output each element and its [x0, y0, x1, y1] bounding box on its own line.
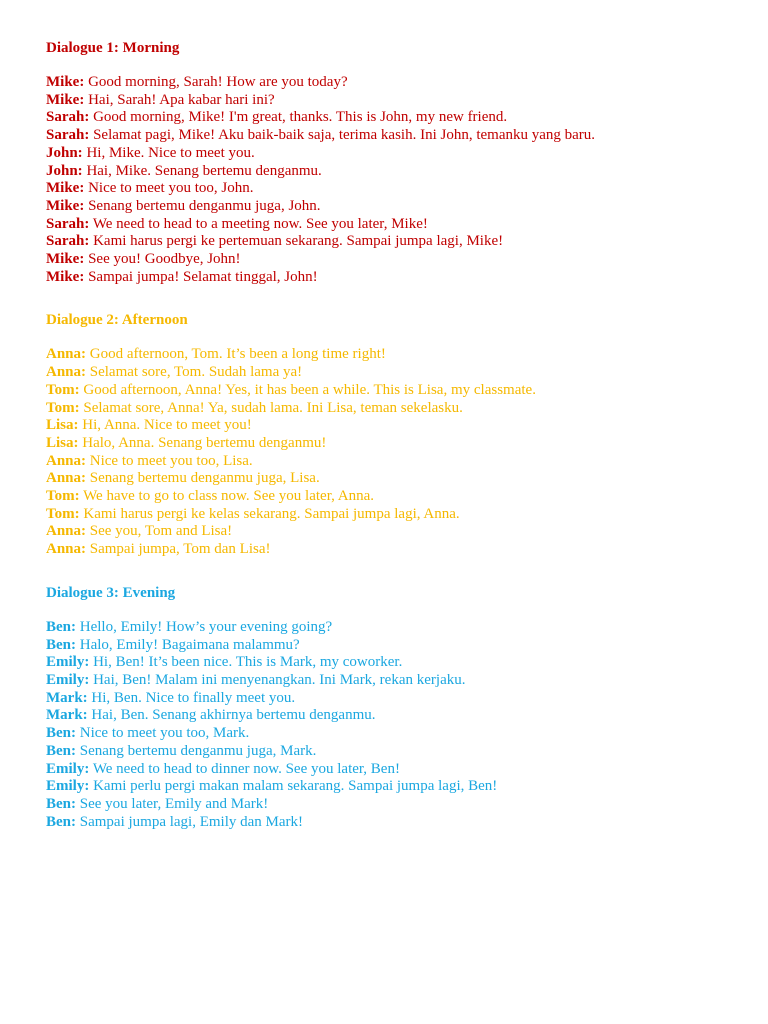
speaker-name: Emily: — [46, 778, 90, 795]
speaker-name: Mark: — [46, 707, 88, 724]
dialogue-line — [46, 690, 746, 708]
line-text: Kami harus pergi ke pertemuan sekarang. Sampai jumpa lagi, Mike! — [89, 233, 504, 250]
dialogue-line — [46, 778, 746, 796]
line-text: We need to head to a meeting now. See you later, Mike! — [89, 215, 428, 232]
dialogue-line — [46, 672, 746, 690]
line-text: Hai, Sarah! Apa kabar hari ini? — [84, 91, 275, 108]
line-text: Senang bertemu denganmu juga, Mark. — [76, 742, 317, 759]
dialogue-line — [46, 743, 746, 761]
line-text: Sampai jumpa! Selamat tinggal, John! — [84, 268, 318, 285]
line-text: Nice to meet you too, John. — [84, 180, 254, 197]
dialogue-line — [46, 417, 746, 435]
line-text: We have to go to class now. See you later, Anna. — [79, 488, 374, 505]
dialogue-line — [46, 198, 746, 216]
line-text: Hai, Ben! Malam ini menyenangkan. Ini Mark, rekan kerjaku. — [89, 671, 466, 688]
speaker-name: Mike: — [46, 74, 85, 90]
section-heading: Dialogue 3: Evening — [46, 584, 176, 601]
speaker-name: Tom: — [46, 381, 80, 398]
line-text: See you! Goodbye, John! — [84, 251, 241, 268]
dialogue-evening — [46, 583, 746, 831]
line-text: Halo, Emily! Bagaimana malammu? — [76, 636, 300, 653]
line-text: Nice to meet you too, Mark. — [76, 725, 250, 742]
speaker-name: Mike: — [46, 251, 85, 268]
speaker-name: Ben: — [46, 725, 76, 742]
dialogue-line — [46, 707, 746, 725]
speaker-name: Sarah: — [46, 233, 90, 250]
dialogue-line — [46, 269, 746, 287]
line-text: Good morning, Sarah! How are you today? — [84, 74, 348, 90]
speaker-name: Sarah: — [46, 109, 90, 126]
dialogue-line — [46, 814, 746, 832]
speaker-name: Anna: — [46, 470, 87, 487]
dialogue-line — [46, 346, 746, 364]
speaker-name: Tom: — [46, 488, 80, 505]
dialogue-line — [46, 435, 746, 453]
line-text: Hi, Ben. Nice to finally meet you. — [87, 689, 296, 706]
document-page — [46, 38, 746, 831]
dialogue-morning — [46, 38, 746, 286]
section-heading: Dialogue 1: Morning — [46, 40, 180, 56]
speaker-name: Mike: — [46, 180, 85, 197]
dialogue-line — [46, 725, 746, 743]
dialogue-line — [46, 127, 746, 145]
dialogue-line — [46, 637, 746, 655]
line-text: Sampai jumpa, Tom dan Lisa! — [86, 541, 271, 558]
line-text: Selamat pagi, Mike! Aku baik-baik saja, terima kasih. Ini John, temanku yang baru. — [89, 127, 596, 144]
line-text: Selamat sore, Anna! Ya, sudah lama. Ini Lisa, teman sekelasku. — [79, 399, 463, 416]
speaker-name: Sarah: — [46, 127, 90, 144]
dialogue-line — [46, 382, 746, 400]
dialogue-line — [46, 163, 746, 181]
speaker-name: Sarah: — [46, 215, 90, 232]
dialogue-line — [46, 109, 746, 127]
line-text: Kami harus pergi ke kelas sekarang. Sampai jumpa lagi, Anna. — [79, 505, 460, 522]
line-text: Kami perlu pergi makan malam sekarang. Sampai jumpa lagi, Ben! — [89, 778, 498, 795]
dialogue-line — [46, 453, 746, 471]
line-text: Sampai jumpa lagi, Emily dan Mark! — [76, 813, 304, 830]
line-text: Hi, Anna. Nice to meet you! — [78, 417, 252, 434]
dialogue-line — [46, 364, 746, 382]
speaker-name: Anna: — [46, 452, 87, 469]
line-text: Halo, Anna. Senang bertemu denganmu! — [78, 434, 327, 451]
speaker-name: John: — [46, 162, 83, 179]
speaker-name: Anna: — [46, 523, 87, 540]
dialogue-line — [46, 400, 746, 418]
dialogue-line — [46, 180, 746, 198]
dialogue-line — [46, 541, 746, 559]
speaker-name: John: — [46, 144, 83, 161]
dialogue-line — [46, 796, 746, 814]
speaker-name: Anna: — [46, 364, 87, 381]
line-text: Hi, Mike. Nice to meet you. — [82, 144, 255, 161]
line-text: Hello, Emily! How’s your evening going? — [76, 618, 333, 635]
dialogue-line — [46, 145, 746, 163]
line-text: See you later, Emily and Mark! — [76, 795, 269, 812]
speaker-name: Lisa: — [46, 417, 79, 434]
speaker-name: Emily: — [46, 654, 90, 671]
line-text: We need to head to dinner now. See you later, Ben! — [89, 760, 400, 777]
speaker-name: Mike: — [46, 91, 85, 108]
speaker-name: Emily: — [46, 671, 90, 688]
dialogue-line — [46, 470, 746, 488]
dialogue-line — [46, 251, 746, 269]
speaker-name: Mark: — [46, 689, 88, 706]
dialogue-line — [46, 488, 746, 506]
speaker-name: Mike: — [46, 268, 85, 285]
section-heading: Dialogue 2: Afternoon — [46, 312, 188, 329]
dialogue-line — [46, 233, 746, 251]
dialogue-line — [46, 506, 746, 524]
line-text: Hai, Ben. Senang akhirnya bertemu denganmu. — [87, 707, 376, 724]
line-text: Hai, Mike. Senang bertemu denganmu. — [82, 162, 322, 179]
dialogue-line — [46, 74, 746, 92]
line-text: Selamat sore, Tom. Sudah lama ya! — [86, 364, 303, 381]
dialogue-afternoon — [46, 310, 746, 558]
dialogue-line — [46, 523, 746, 541]
line-text: Hi, Ben! It’s been nice. This is Mark, my coworker. — [89, 654, 403, 671]
speaker-name: Tom: — [46, 399, 80, 416]
line-text: Good afternoon, Tom. It’s been a long time right! — [86, 346, 386, 363]
speaker-name: Ben: — [46, 618, 76, 635]
dialogue-line — [46, 92, 746, 110]
speaker-name: Ben: — [46, 813, 76, 830]
speaker-name: Ben: — [46, 795, 76, 812]
line-text: Good afternoon, Anna! Yes, it has been a while. This is Lisa, my classmate. — [79, 381, 536, 398]
line-text: See you, Tom and Lisa! — [86, 523, 233, 540]
speaker-name: Mike: — [46, 197, 85, 214]
dialogue-line — [46, 654, 746, 672]
dialogue-line — [46, 761, 746, 779]
speaker-name: Anna: — [46, 346, 87, 363]
dialogue-line — [46, 216, 746, 234]
speaker-name: Lisa: — [46, 434, 79, 451]
line-text: Senang bertemu denganmu juga, Lisa. — [86, 470, 320, 487]
line-text: Senang bertemu denganmu juga, John. — [84, 197, 321, 214]
speaker-name: Anna: — [46, 541, 87, 558]
speaker-name: Ben: — [46, 636, 76, 653]
line-text: Good morning, Mike! I'm great, thanks. This is John, my new friend. — [89, 109, 508, 126]
speaker-name: Ben: — [46, 742, 76, 759]
speaker-name: Emily: — [46, 760, 90, 777]
line-text: Nice to meet you too, Lisa. — [86, 452, 253, 469]
dialogue-line — [46, 619, 746, 637]
speaker-name: Tom: — [46, 505, 80, 522]
